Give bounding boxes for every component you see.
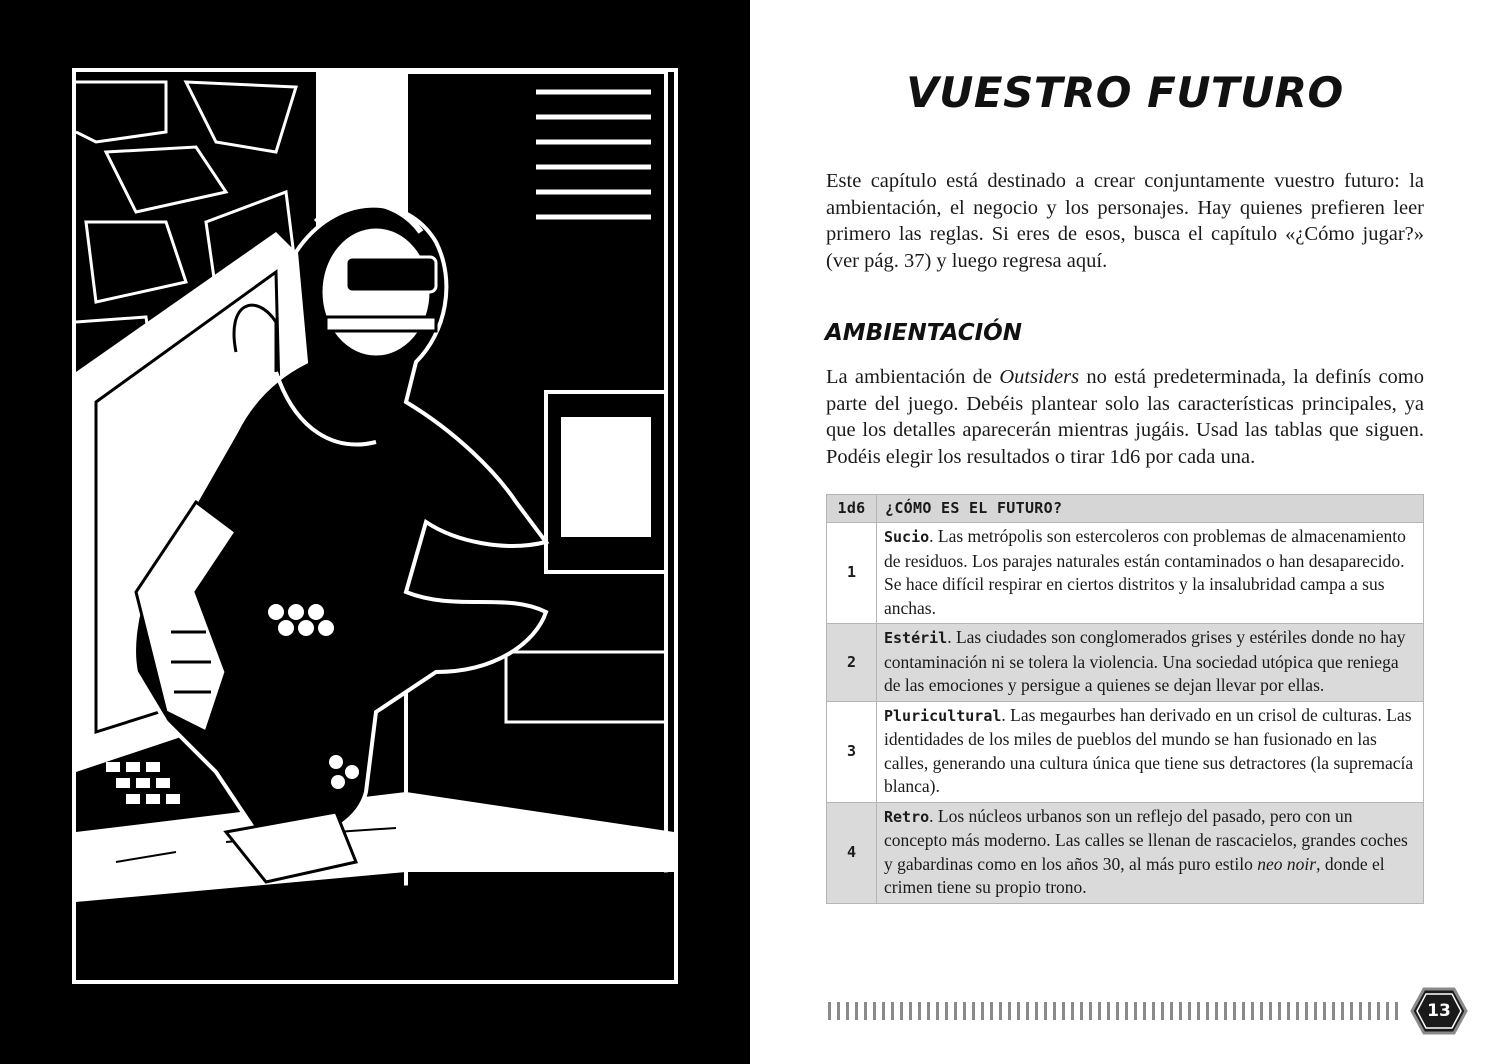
footer-stripe xyxy=(882,1002,885,1020)
footer-stripe xyxy=(1053,1002,1056,1020)
row-text: . Los núcleos urbanos son un reflejo del pasado, pero con un concepto más moderno. Las calles se llenan de rascacielos, grandes coches y gabardinas como en los años 30, al más puro estilo xyxy=(884,805,1408,874)
table-row xyxy=(827,802,1424,903)
game-title-emphasis: Outsiders xyxy=(999,366,1080,388)
footer-stripe xyxy=(1332,1002,1335,1020)
footer-stripe xyxy=(1296,1002,1299,1020)
footer-stripe xyxy=(1080,1002,1083,1020)
footer-stripe xyxy=(864,1002,867,1020)
row-description xyxy=(877,701,1424,802)
table-header-question: ¿CÓMO ES EL FUTURO? xyxy=(877,495,1424,523)
footer-stripe xyxy=(1215,1002,1218,1020)
footer-stripe xyxy=(1350,1002,1353,1020)
footer-stripe xyxy=(1098,1002,1101,1020)
footer-stripe xyxy=(1170,1002,1173,1020)
footer-stripe xyxy=(1287,1002,1290,1020)
footer-stripe xyxy=(972,1002,975,1020)
table-header-row xyxy=(827,495,1424,523)
footer-stripe xyxy=(1242,1002,1245,1020)
footer-stripe xyxy=(1071,1002,1074,1020)
footer-stripe xyxy=(1161,1002,1164,1020)
section-text-part: La ambientación de xyxy=(826,366,1000,388)
footer-stripe xyxy=(1143,1002,1146,1020)
table-header-dice: 1d6 xyxy=(827,495,877,523)
row-term: Retro xyxy=(884,807,930,826)
row-description xyxy=(877,523,1424,624)
cyberpunk-illustration xyxy=(72,68,678,984)
section-text-part: no está predeterminada, la definís como parte del juego. Debéis plantear solo las características principales, ya que los detalles aparecerán mientras jugáis. Usad las tablas que siguen. Podéis elegir los resultados o tirar 1d6 por cada una. xyxy=(826,366,1424,468)
section-paragraph xyxy=(826,364,1424,470)
footer-stripe-bar xyxy=(826,1000,1466,1022)
footer-stripe xyxy=(1395,1002,1398,1020)
footer-stripe xyxy=(990,1002,993,1020)
page-number: 13 xyxy=(1427,1001,1451,1021)
footer-stripe xyxy=(963,1002,966,1020)
row-number: 2 xyxy=(827,624,877,702)
footer-stripe xyxy=(1368,1002,1371,1020)
footer-stripe xyxy=(1305,1002,1308,1020)
row-description xyxy=(877,624,1424,702)
table-row xyxy=(827,624,1424,702)
footer-stripe xyxy=(1008,1002,1011,1020)
footer-stripe xyxy=(1233,1002,1236,1020)
intro-paragraph: Este capítulo está destinado a crear conjuntamente vuestro futuro: la ambientación, el negocio y los personajes. Hay quienes prefieren leer primero las reglas. Si eres de esos, busca el capítulo «¿Cómo jugar?» (ver pág. 37) y luego regresa aquí. xyxy=(826,170,1424,272)
footer-stripe xyxy=(918,1002,921,1020)
footer-stripe xyxy=(846,1002,849,1020)
footer-stripe xyxy=(1179,1002,1182,1020)
footer-stripe xyxy=(1152,1002,1155,1020)
row-text: , donde el crimen tiene su propio trono. xyxy=(884,853,1385,897)
row-text: . Las megaurbes han derivado en un crisol de culturas. Las identidades de los miles de pueblos del mundo se han fusionado en las calles, generando una cultura única que tiene sus detractores (la supremacía blanca). xyxy=(884,704,1414,796)
footer-stripe xyxy=(1251,1002,1254,1020)
row-number: 4 xyxy=(827,802,877,903)
footer-stripe xyxy=(1134,1002,1137,1020)
footer-stripe xyxy=(1035,1002,1038,1020)
row-term: Pluricultural xyxy=(884,706,1002,725)
footer-stripe xyxy=(1017,1002,1020,1020)
footer-stripe xyxy=(1278,1002,1281,1020)
row-term: Estéril xyxy=(884,629,948,647)
row-number: 3 xyxy=(827,701,877,802)
footer-stripe xyxy=(927,1002,930,1020)
footer-stripe xyxy=(1260,1002,1263,1020)
footer-stripe xyxy=(1377,1002,1380,1020)
future-table xyxy=(826,494,1424,904)
table-row xyxy=(827,523,1424,624)
footer-stripe xyxy=(900,1002,903,1020)
row-text: . Las ciudades son conglomerados grises y estériles donde no hay contaminación ni se tolera la violencia. Una sociedad utópica que reniega de las emociones y persigue a quienes se dejan llevar por ellas. xyxy=(884,627,1406,695)
footer-stripe xyxy=(1062,1002,1065,1020)
footer-stripe xyxy=(1206,1002,1209,1020)
footer-stripe xyxy=(891,1002,894,1020)
footer-stripe xyxy=(873,1002,876,1020)
footer-stripe xyxy=(1026,1002,1029,1020)
footer-stripe xyxy=(1314,1002,1317,1020)
footer-stripe xyxy=(909,1002,912,1020)
footer-stripe xyxy=(1125,1002,1128,1020)
footer-stripe xyxy=(981,1002,984,1020)
footer-stripe xyxy=(1107,1002,1110,1020)
table-row xyxy=(827,701,1424,802)
footer-stripe xyxy=(1044,1002,1047,1020)
footer-stripe xyxy=(1323,1002,1326,1020)
footer-stripe xyxy=(1188,1002,1191,1020)
footer-stripe xyxy=(954,1002,957,1020)
footer-stripe xyxy=(855,1002,858,1020)
footer-stripe xyxy=(945,1002,948,1020)
footer-stripe xyxy=(1089,1002,1092,1020)
footer-stripe xyxy=(1269,1002,1272,1020)
right-page xyxy=(750,0,1500,1064)
row-text-emphasis: neo noir xyxy=(1257,853,1317,874)
footer-stripe xyxy=(1224,1002,1227,1020)
footer-stripe xyxy=(828,1002,831,1020)
footer-stripe xyxy=(936,1002,939,1020)
footer-stripe xyxy=(1386,1002,1389,1020)
footer-stripe xyxy=(1116,1002,1119,1020)
row-description xyxy=(877,802,1424,903)
footer-stripe xyxy=(1197,1002,1200,1020)
footer-stripe xyxy=(1359,1002,1362,1020)
footer-stripe xyxy=(999,1002,1002,1020)
footer-stripe xyxy=(1341,1002,1344,1020)
row-number: 1 xyxy=(827,523,877,624)
chapter-title: VUESTRO FUTURO xyxy=(906,68,1344,117)
row-text: . Las metrópolis son estercoleros con problemas de almacenamiento de residuos. Los parajes naturales están contaminados o han desaparecido. Se hace difícil respirar en ciertos distritos y la insalubridad campa a sus anchas. xyxy=(884,526,1406,618)
footer-stripe xyxy=(837,1002,840,1020)
section-heading: AMBIENTACIÓN xyxy=(825,320,1022,346)
row-term: Sucio xyxy=(884,528,930,546)
